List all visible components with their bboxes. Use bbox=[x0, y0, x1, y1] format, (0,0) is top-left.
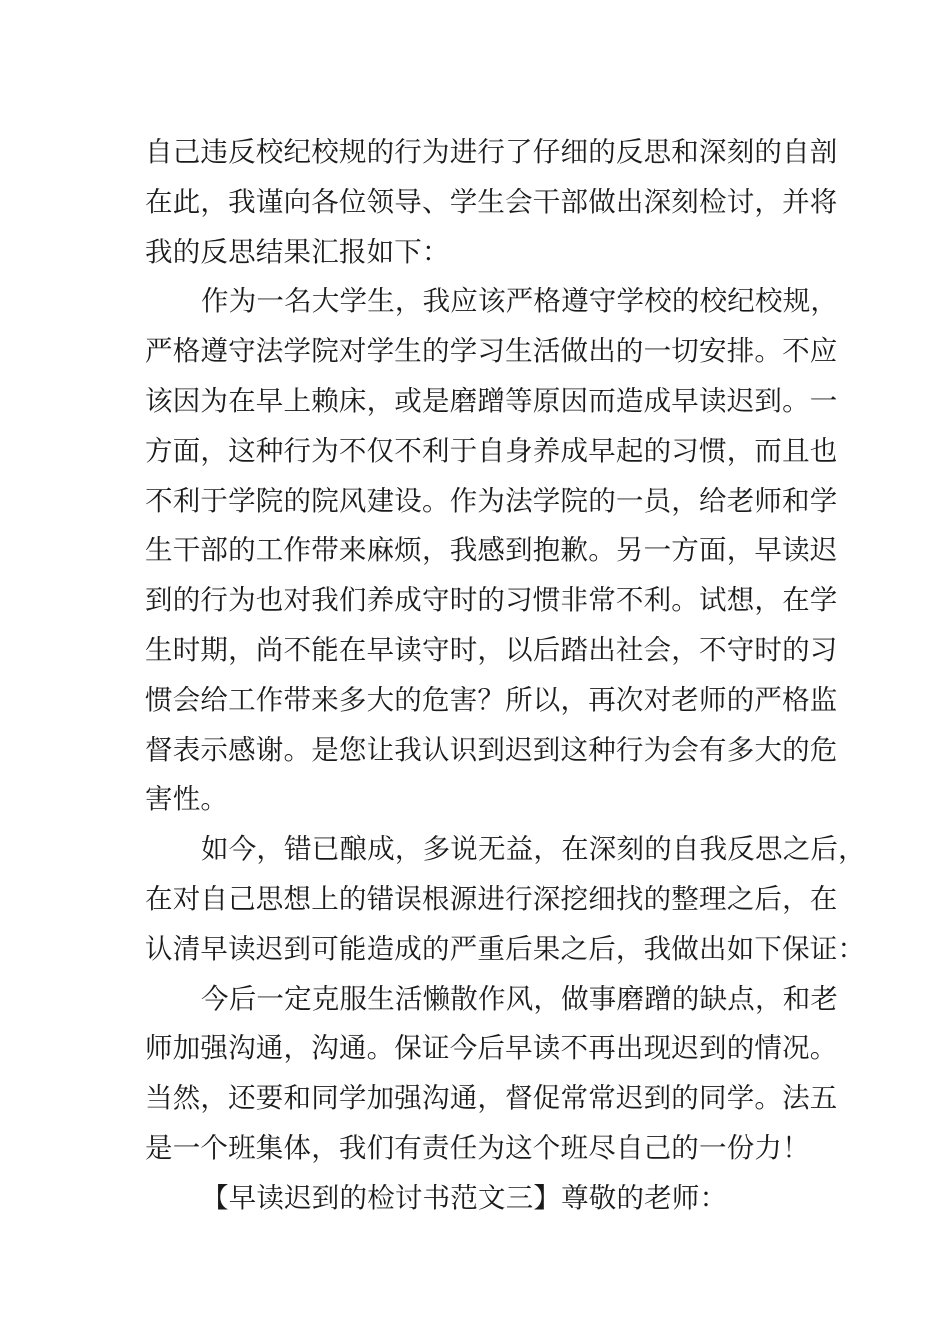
text-line: 该因为在早上赖床，或是磨蹭等原因而造成早读迟到。一 bbox=[145, 384, 838, 417]
text-line: 害性。 bbox=[145, 783, 229, 816]
paragraph-first-line: 作为一名大学生，我应该严格遵守学校的校纪校规， bbox=[201, 285, 839, 318]
text-line: 方面，这种行为不仅不利于自身养成早起的习惯，而且也 bbox=[145, 434, 838, 467]
text-line: 在对自己思想上的错误根源进行深挖细找的整理之后，在 bbox=[145, 882, 838, 915]
text-line: 当然，还要和同学加强沟通，督促常常迟到的同学。法五 bbox=[145, 1082, 838, 1115]
text-line: 生干部的工作带来麻烦，我感到抱歉。另一方面，早读迟 bbox=[145, 534, 838, 567]
text-line: 到的行为也对我们养成守时的习惯非常不利。试想，在学 bbox=[145, 584, 838, 617]
text-line: 我的反思结果汇报如下： bbox=[145, 235, 450, 268]
text-line: 严格遵守法学院对学生的学习生活做出的一切安排。不应 bbox=[145, 335, 838, 368]
text-line: 不利于学院的院风建设。作为法学院的一员，给老师和学 bbox=[145, 484, 838, 517]
text-line: 自己违反校纪校规的行为进行了仔细的反思和深刻的自剖 bbox=[145, 136, 838, 168]
text-line: 在此，我谨向各位领导、学生会干部做出深刻检讨，并将 bbox=[145, 185, 838, 218]
document-body bbox=[145, 128, 866, 1224]
section-heading: 【早读迟到的检讨书范文三】尊敬的老师： bbox=[201, 1181, 728, 1214]
paragraph-first-line: 如今，错已酿成，多说无益，在深刻的自我反思之后， bbox=[201, 833, 866, 866]
text-line: 师加强沟通，沟通。保证今后早读不再出现迟到的情况。 bbox=[145, 1032, 838, 1065]
text-line: 认清早读迟到可能造成的严重后果之后，我做出如下保证： bbox=[145, 932, 866, 965]
paragraph-first-line: 今后一定克服生活懒散作风，做事磨蹭的缺点，和老 bbox=[201, 982, 839, 1015]
text-line: 惯会给工作带来多大的危害？所以，再次对老师的严格监 bbox=[145, 683, 838, 716]
text-line: 是一个班集体，我们有责任为这个班尽自己的一份力！ bbox=[145, 1131, 810, 1164]
text-line: 生时期，尚不能在早读守时，以后踏出社会，不守时的习 bbox=[145, 633, 838, 666]
text-line: 督表示感谢。是您让我认识到迟到这种行为会有多大的危 bbox=[145, 733, 838, 766]
